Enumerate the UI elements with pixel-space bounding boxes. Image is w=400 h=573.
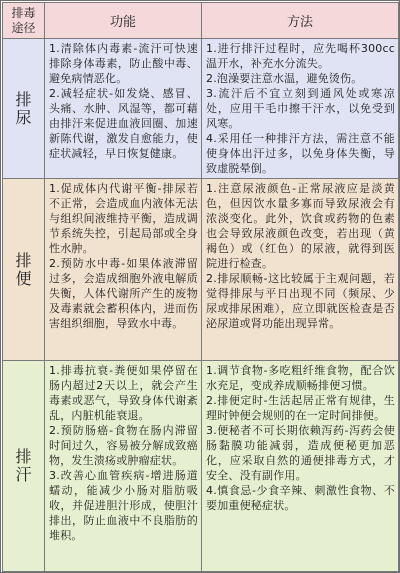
table-row <box>3 39 399 179</box>
function-cell <box>45 179 202 361</box>
method-text: 1.调节食物-多吃粗纤维食物，配合饮水充足，变成养成顺畅排便习惯。 2.排便定时-生活起居正常有规律，生理时钟便会规则的在一定时间排便。 3.便秘者不可长期依赖泻药-泻药会使肠黏膜功能减弱，造成便秘更加恶化，应采取自然的通便排毒方式，才安全、没有副作用。 4.慎食忌-少食辛辣、刺激性食物、不要加重便秘症状。 <box>206 364 395 512</box>
header-function <box>45 3 202 39</box>
route-label: 排汗 <box>15 447 32 484</box>
method-cell <box>202 361 399 572</box>
table-row <box>3 179 399 361</box>
table-header-row <box>3 3 399 39</box>
method-text: 1.注意尿液颜色-正常尿液应是淡黄色，但因饮水量多寡而导致尿液会有浓淡变化。此外，饮食或药物的色素也会导致尿液颜色改变，若出现（黄褐色）或（红色）的尿液，就得到医院进行检查。 2.排尿顺畅-这比较属于主观问题，若觉得排尿与平日出现不同（频尿、少尿或排尿困难），应立即就医检查是否泌尿道或肾功能出现异常。 <box>206 182 395 330</box>
function-text: 1.促成体内代谢平衡-排尿若不正常，会造成血内液体无法与组织间液维持平衡，造成调节系统失控，引起局部或全身 性水肿。 2.预防水中毒-如果体液滞留过多，会造成细胞外液电解质失衡，人体代谢所产生的废物及毒素就会蓄积体内，进而伤害组织细胞，导致水中毒。 <box>49 182 198 330</box>
route-label: 排尿 <box>15 89 32 127</box>
method-cell <box>202 179 399 361</box>
header-method <box>202 3 399 39</box>
method-text: 1.进行排汗过程时，应先喝杯300cc温开水，补充水分流失。 2.泡澡要注意水温，避免烫伤。 3.流汗后不宜立刻到通风处或寒凉处，应用干毛巾擦干汗水，以免受到风寒。 4.采用任一种排汗方法，需注意不能使身体出汗过多，以免身体失衡，导致虚脱晕倒。 <box>206 42 395 175</box>
method-cell <box>202 39 399 179</box>
function-cell <box>45 361 202 572</box>
header-function-label: 功能 <box>109 15 136 30</box>
route-cell <box>3 361 45 572</box>
header-route <box>3 3 45 39</box>
header-route-label: 排毒 途径 <box>11 5 36 35</box>
route-cell <box>3 39 45 179</box>
function-cell <box>45 39 202 179</box>
function-text: 1.清除体内毒素-流汗可快速排除身体毒素，防止酸中毒、避免病情恶化。 2.减轻症状-如发烧、感冒、头痛、水肿、风湿等，都可藉由排汗来促进血液回圈、加速新陈代谢，激发自愈能力，使症状减轻，早日恢复健康。 <box>49 42 198 160</box>
route-cell <box>3 179 45 361</box>
function-text: 1.排毒抗衰-粪便如果停留在肠内超过2天以上，就会产生毒素或恶气，导致身体代谢紊乱，内脏机能衰退。 2.预防肠癌-食物在肠内滞留时间过久，容易被分解成致癌物，发生溃疡或肿瘤症状。 3.改善心血管疾病-增进肠道蠕动，能减少小肠对脂肪吸收，并促进胆汁形成，使胆汁排出，防止血液中不良脂肪的堆积。 <box>49 364 198 542</box>
table-row <box>3 361 399 572</box>
detox-table <box>2 2 399 572</box>
route-label: 排便 <box>15 250 32 288</box>
header-method-label: 方法 <box>286 15 313 30</box>
